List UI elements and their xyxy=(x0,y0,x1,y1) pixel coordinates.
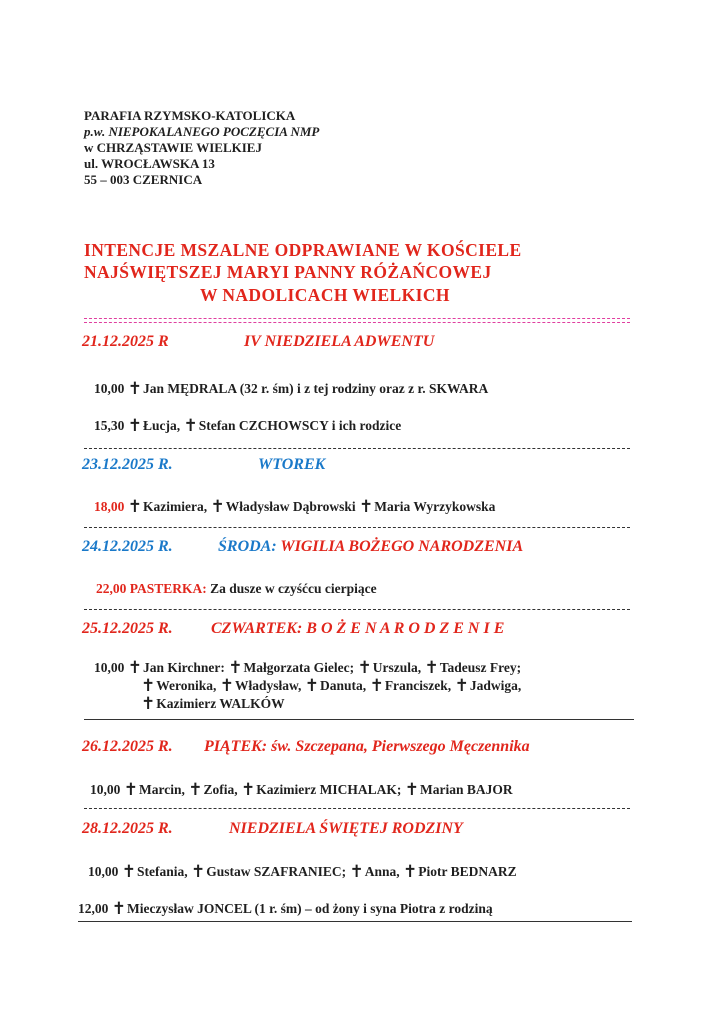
cross-icon: ✝ xyxy=(127,497,142,516)
day1-name: IV NIEDZIELA ADWENTU xyxy=(244,333,435,350)
mass-intention: Zofia, xyxy=(203,782,238,797)
day-divider xyxy=(84,719,634,720)
day4-mass1-cont2 xyxy=(141,694,285,713)
cross-icon: ✝ xyxy=(357,658,372,677)
cross-icon: ✝ xyxy=(369,676,384,695)
day4-mass1 xyxy=(94,658,521,677)
day5-date: 26.12.2025 R. xyxy=(82,738,173,755)
cross-icon: ✝ xyxy=(454,676,469,695)
day3-feast: WIGILIA BOŻEGO NARODZENIA xyxy=(280,538,524,555)
cross-icon: ✝ xyxy=(403,862,418,881)
cross-icon: ✝ xyxy=(241,780,256,799)
cross-icon: ✝ xyxy=(141,676,156,695)
mass-intention: Gustaw SZAFRANIEC; xyxy=(206,864,347,879)
cross-icon: ✝ xyxy=(359,497,374,516)
parish-patron: p.w. NIEPOKALANEGO POCZĘCIA NMP xyxy=(84,124,320,139)
day1-mass1 xyxy=(94,379,488,398)
mass-intention: Jan MĘDRALA (32 r. śm) i z tej rodziny oraz z r. SKWARA xyxy=(143,381,489,396)
mass-intention: Władysław, xyxy=(235,678,302,693)
mass-intention: Urszula, xyxy=(372,660,422,675)
mass-intention: Małgorzata Gielec; xyxy=(243,660,355,675)
parish-street: ul. WROCŁAWSKA 13 xyxy=(84,156,215,171)
day6-date: 28.12.2025 R. xyxy=(82,820,173,837)
day4-name: CZWARTEK: B O Ż E N A R O D Z E N I E xyxy=(211,620,505,637)
mass-intention: Kazimierz MICHALAK; xyxy=(256,782,402,797)
mass-time: 10,00 xyxy=(90,782,121,797)
day-divider xyxy=(84,527,630,528)
mass-intention: Tadeusz Frey; xyxy=(439,660,522,675)
day2-mass1 xyxy=(94,497,495,516)
title-divider xyxy=(84,318,630,319)
mass-time: 12,00 xyxy=(78,901,109,916)
page-title-line2: NAJŚWIĘTSZEJ MARYI PANNY RÓŻAŃCOWEJ xyxy=(84,262,492,282)
day6-mass2 xyxy=(78,899,493,918)
mass-intention: Maria Wyrzykowska xyxy=(374,499,496,514)
page-title-line1: INTENCJE MSZALNE ODPRAWIANE W KOŚCIELE xyxy=(84,240,522,260)
mass-time: 10,00 xyxy=(88,864,119,879)
cross-icon: ✝ xyxy=(191,862,206,881)
day6-mass1 xyxy=(88,862,517,881)
bottom-rule xyxy=(78,921,632,922)
day4-date: 25.12.2025 R. xyxy=(82,620,173,637)
day1-date: 21.12.2025 R xyxy=(82,333,169,350)
cross-icon: ✝ xyxy=(127,416,142,435)
mass-time: 10,00 xyxy=(94,381,125,396)
day2-date: 23.12.2025 R. xyxy=(82,456,173,473)
cross-icon: ✝ xyxy=(183,416,198,435)
day-divider xyxy=(84,808,630,809)
day2-name: WTOREK xyxy=(258,456,326,473)
day6-name: NIEDZIELA ŚWIĘTEJ RODZINY xyxy=(229,820,463,837)
mass-intention: Jan Kirchner: xyxy=(143,660,225,675)
mass-intention: Piotr BEDNARZ xyxy=(418,864,517,879)
cross-icon: ✝ xyxy=(141,694,156,713)
mass-intention: Kazimiera, xyxy=(143,499,208,514)
cross-icon: ✝ xyxy=(127,379,142,398)
mass-intention: Stefan CZCHOWSCY i ich rodzice xyxy=(198,418,402,433)
cross-icon: ✝ xyxy=(188,780,203,799)
mass-time: 15,30 xyxy=(94,418,125,433)
mass-intention: Władysław Dąbrowski xyxy=(225,499,356,514)
title-divider-2 xyxy=(84,322,630,323)
cross-icon: ✝ xyxy=(127,658,142,677)
day5-mass1 xyxy=(90,780,513,799)
day-divider xyxy=(84,609,630,610)
day-divider xyxy=(84,448,630,449)
mass-intention: Stefania, xyxy=(137,864,188,879)
cross-icon: ✝ xyxy=(404,780,419,799)
mass-time: 10,00 xyxy=(94,660,125,675)
day1-mass2 xyxy=(94,416,401,435)
mass-intention: Franciszek, xyxy=(384,678,452,693)
mass-intention: Jadwiga, xyxy=(469,678,522,693)
mass-intention: Za dusze w czyśćcu cierpiące xyxy=(210,581,377,596)
cross-icon: ✝ xyxy=(349,862,364,881)
cross-icon: ✝ xyxy=(121,862,136,881)
mass-intention: Mieczysław JONCEL (1 r. śm) – od żony i syna Piotra z rodziną xyxy=(127,901,493,916)
day4-mass1-cont xyxy=(141,676,521,695)
day3-mass1 xyxy=(96,580,377,598)
mass-intention: Danuta, xyxy=(320,678,367,693)
mass-time: 18,00 xyxy=(94,499,125,514)
mass-intention: Łucja, xyxy=(143,418,181,433)
mass-intention: Marcin, xyxy=(139,782,185,797)
cross-icon: ✝ xyxy=(304,676,320,695)
day3-name xyxy=(218,538,523,556)
day3-date: 24.12.2025 R. xyxy=(82,538,173,555)
mass-time: 22,00 xyxy=(96,581,127,596)
parish-town: w CHRZĄSTAWIE WIELKIEJ xyxy=(84,140,262,155)
mass-intention: Kazimierz WALKÓW xyxy=(156,696,285,711)
page-title-line3: W NADOLICACH WIELKICH xyxy=(200,285,450,305)
mass-label: PASTERKA: xyxy=(129,581,207,596)
mass-intention: Anna, xyxy=(364,864,400,879)
cross-icon: ✝ xyxy=(424,658,439,677)
parish-postcode: 55 – 003 CZERNICA xyxy=(84,172,203,187)
day5-name: PIĄTEK: św. Szczepana, Pierwszego Męczennika xyxy=(204,738,530,755)
cross-icon: ✝ xyxy=(210,497,225,516)
cross-icon: ✝ xyxy=(123,780,138,799)
cross-icon: ✝ xyxy=(219,676,235,695)
mass-intention: Weronika, xyxy=(156,678,217,693)
parish-name: PARAFIA RZYMSKO-KATOLICKA xyxy=(84,108,296,123)
day3-weekday: ŚRODA: xyxy=(218,538,277,555)
cross-icon: ✝ xyxy=(228,658,243,677)
cross-icon: ✝ xyxy=(111,899,126,918)
mass-intention: Marian BAJOR xyxy=(419,782,513,797)
